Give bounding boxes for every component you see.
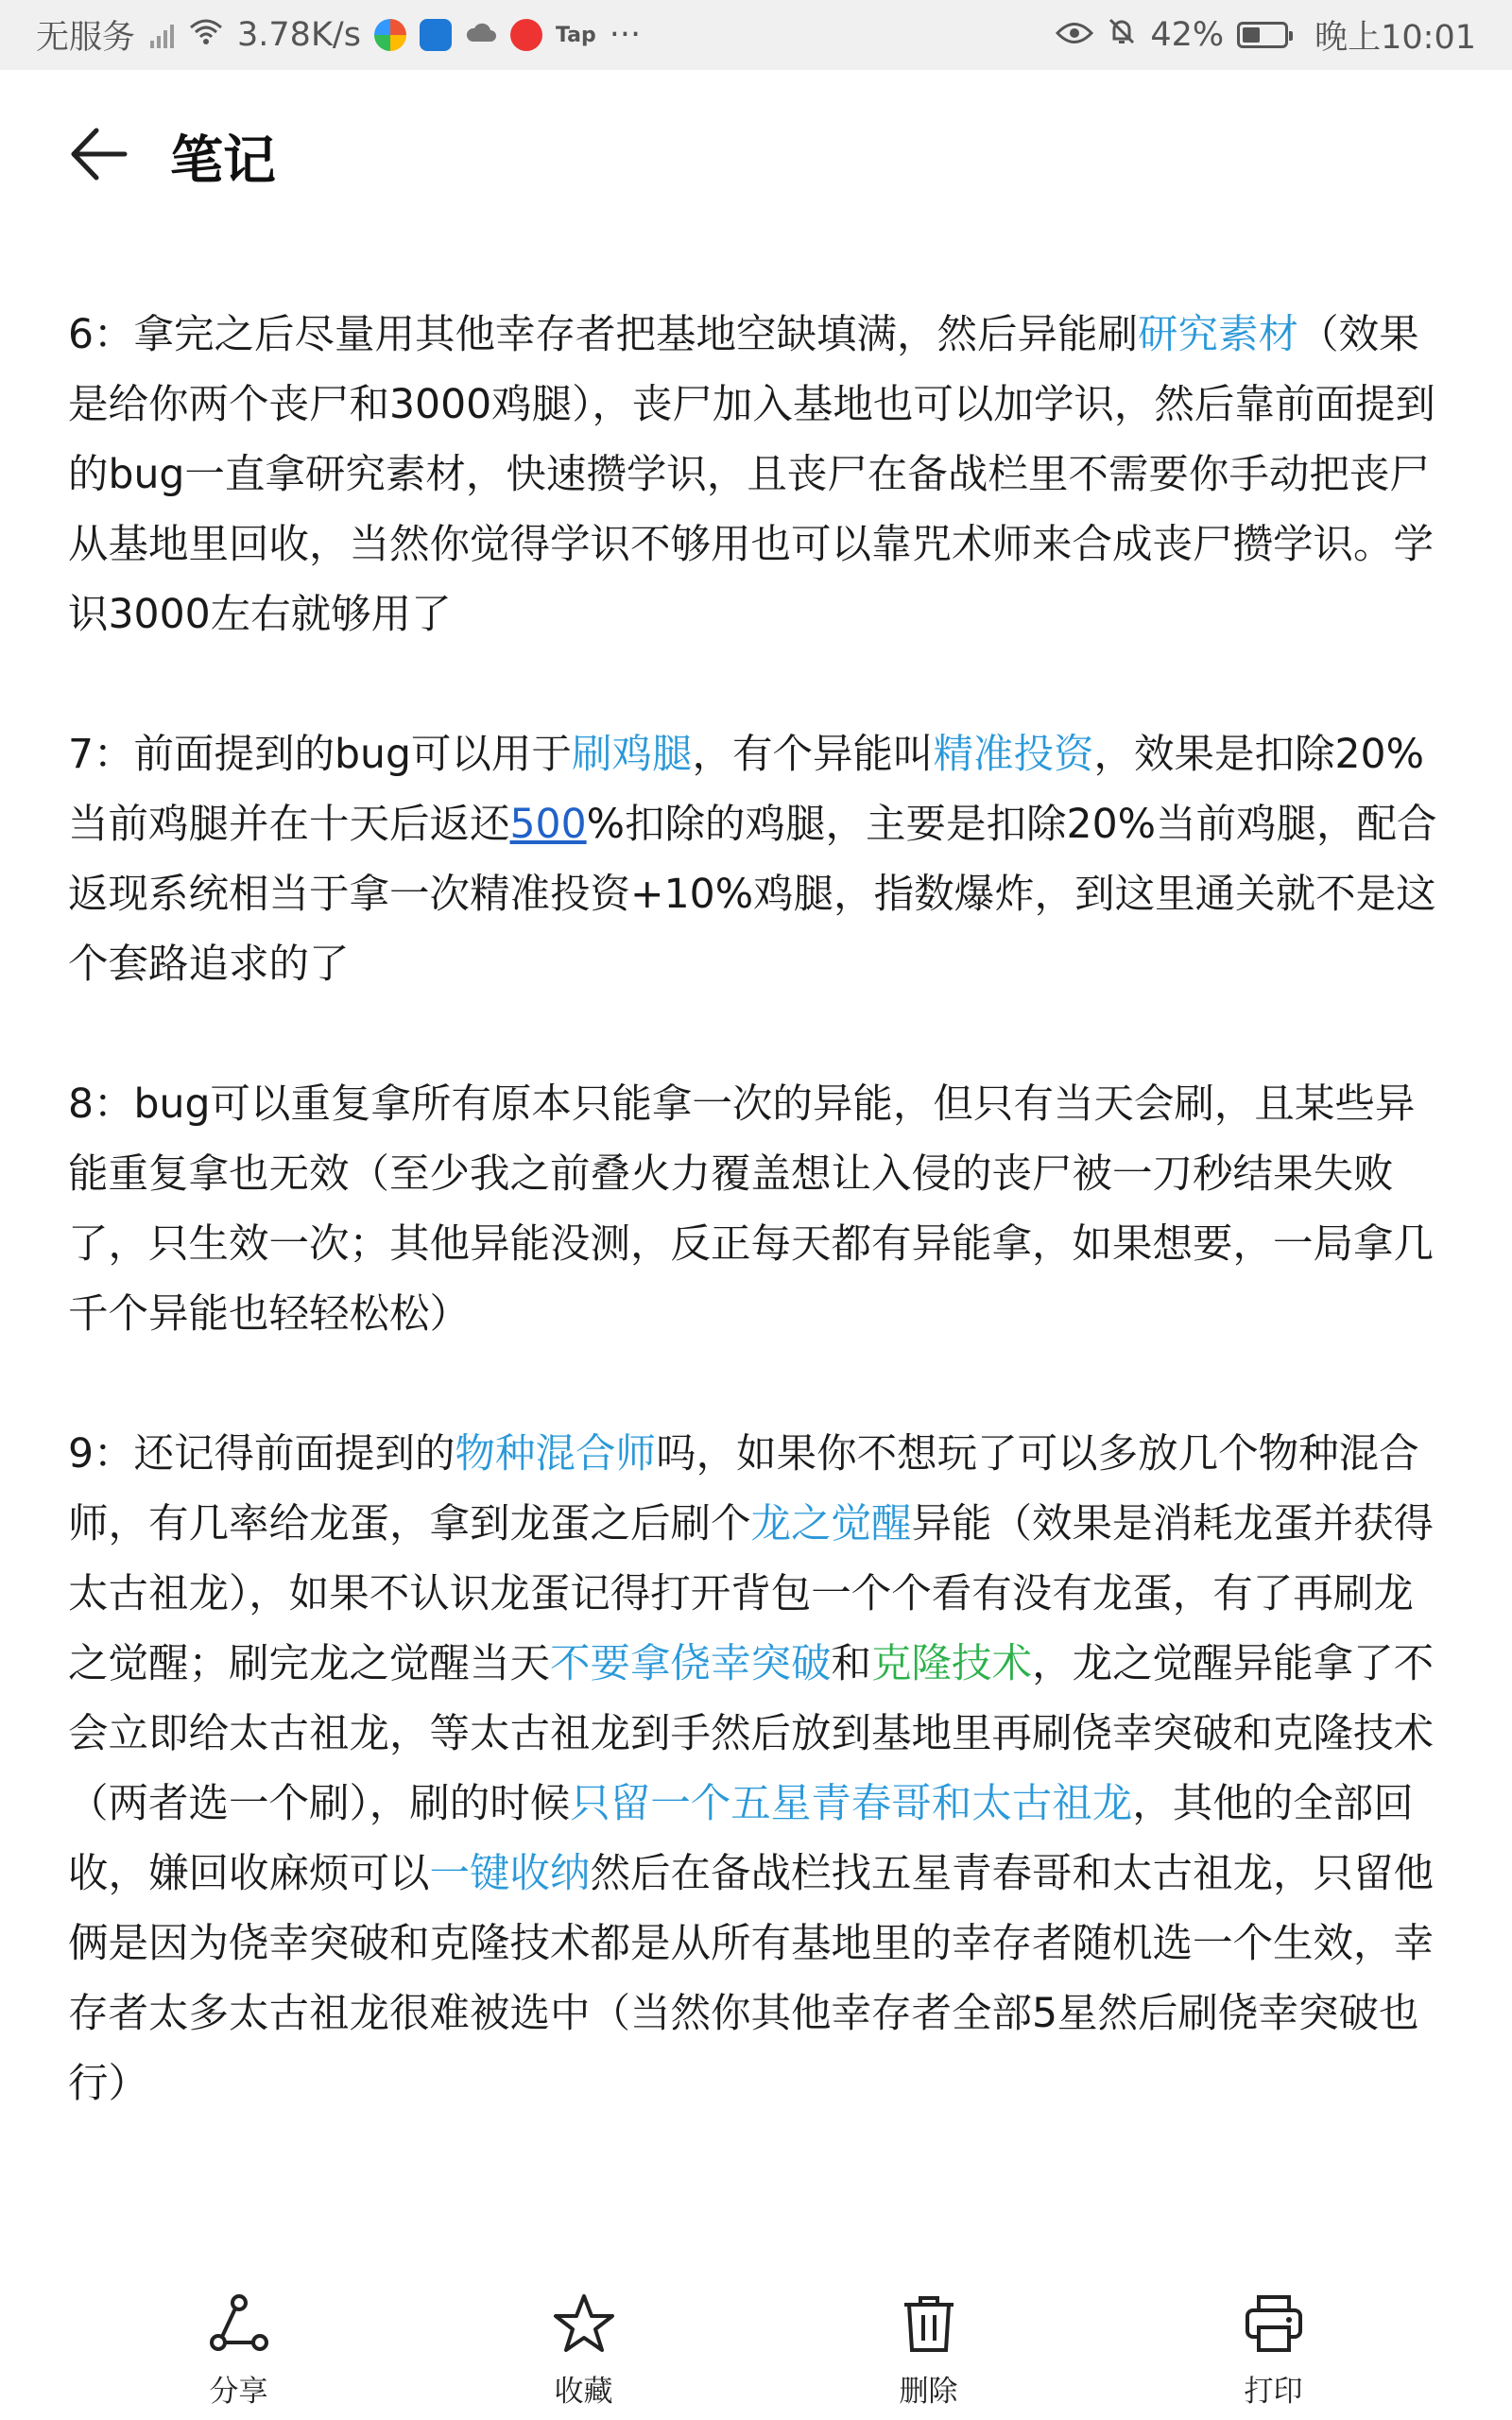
highlighted-text: 只留一个五星青春哥和太古祖龙 xyxy=(570,1781,1133,1827)
note-text: ，其他的全部回收，嫌回收麻烦可以 xyxy=(68,1781,1414,1897)
note-paragraph xyxy=(68,720,1448,1000)
status-bar xyxy=(0,0,1512,70)
bell-muted-icon xyxy=(1107,16,1137,55)
netease-music-icon xyxy=(510,19,542,51)
note-text: 8：bug可以重复拿所有原本只能拿一次的异能，但只有当天会刷，且某些异能重复拿也无效（至少我之前叠火力覆盖想让入侵的丧尸被一刀秒结果失败了，只生效一次；其他异能没测，反正每天都有异能拿，如果想要，一局拿几千个异能也轻轻松松） xyxy=(68,1081,1435,1338)
tap-app-label: Tap xyxy=(555,23,596,47)
note-text: %扣除的鸡腿，主要是扣除20%当前鸡腿，配合返现系统相当于拿一次精准投资+10%鸡腿，指数爆炸，到这里通关就不是这个套路追求的了 xyxy=(68,802,1437,988)
back-arrow-icon xyxy=(66,121,132,187)
note-text: 异能（效果是消耗龙蛋并获得太古祖龙），如果不认识龙蛋记得打开背包一个个看有没有龙蛋，有了再刷龙之觉醒；刷完龙之觉醒当天 xyxy=(68,1501,1435,1687)
note-text: 吗，如果你不想玩了可以多放几个物种混合师，有几率给龙蛋，拿到龙蛋之后刷个 xyxy=(68,1431,1419,1547)
note-text: 6：拿完之后尽量用其他幸存者把基地空缺填满，然后异能刷 xyxy=(68,312,1139,358)
favorite-label: 收藏 xyxy=(554,2375,613,2409)
delete-label: 删除 xyxy=(899,2375,958,2409)
number-link[interactable]: 500 xyxy=(509,802,587,848)
note-paragraph xyxy=(68,1070,1448,1350)
battery-icon xyxy=(1237,22,1288,48)
back-button[interactable] xyxy=(66,121,132,187)
print-label: 打印 xyxy=(1244,2375,1303,2409)
note-text: 然后在备战栏找五星青春哥和太古祖龙，只留他俩是因为侥幸突破和克隆技术都是从所有基地里的幸存者随机选一个生效，幸存者太多太古祖龙很难被选中（当然你其他幸存者全部5星然后刷侥幸突破也行） xyxy=(68,1851,1435,2107)
note-text: 7：前面提到的bug可以用于 xyxy=(68,732,572,778)
highlighted-text: 研究素材 xyxy=(1138,312,1299,358)
page-title: 笔记 xyxy=(170,130,276,192)
delete-button[interactable] xyxy=(756,2291,1101,2410)
share-label: 分享 xyxy=(209,2375,268,2409)
eye-icon xyxy=(1056,16,1093,54)
note-content[interactable] xyxy=(68,301,1448,2189)
carrier-text: 无服务 xyxy=(36,19,136,57)
note-text: （效果是给你两个丧尸和3000鸡腿），丧尸加入基地也可以加学识，然后靠前面提到的bug一直拿研究素材，快速攒学识，且丧尸在备战栏里不需要你手动把丧尸从基地里回收，当然你觉得学识不够用也可以靠咒术师来合成丧尸攒学识。学识3000左右就够用了 xyxy=(68,312,1435,638)
star-icon xyxy=(552,2291,616,2356)
highlighted-text: 物种混合师 xyxy=(455,1431,657,1478)
more-notifications-icon: ··· xyxy=(609,16,642,54)
signal-icon xyxy=(148,21,175,49)
note-paragraph xyxy=(68,301,1448,650)
bottom-toolbar xyxy=(0,2269,1512,2420)
app-bar xyxy=(0,70,1512,231)
app-notification-icon xyxy=(374,19,406,51)
printer-icon xyxy=(1242,2291,1306,2356)
network-speed: 3.78K/s xyxy=(237,16,361,54)
share-icon xyxy=(207,2291,271,2356)
battery-percent: 42% xyxy=(1150,16,1225,54)
highlighted-text: 龙之觉醒 xyxy=(750,1501,912,1547)
note-paragraph xyxy=(68,1420,1448,2119)
cloud-icon xyxy=(465,16,497,54)
highlighted-text: 刷鸡腿 xyxy=(571,732,693,778)
shield-app-icon xyxy=(420,19,452,51)
highlighted-text: 克隆技术 xyxy=(871,1641,1033,1687)
favorite-button[interactable] xyxy=(411,2291,756,2410)
trash-icon xyxy=(897,2291,961,2356)
wifi-icon xyxy=(188,16,224,54)
note-text: 和 xyxy=(831,1641,872,1687)
print-button[interactable] xyxy=(1101,2291,1446,2410)
highlighted-text: 一键收纳 xyxy=(429,1851,591,1897)
note-text: 9：还记得前面提到的 xyxy=(68,1431,455,1478)
clock-time: 晚上10:01 xyxy=(1314,19,1476,57)
highlighted-text: 精准投资 xyxy=(933,732,1094,778)
highlighted-text: 不要拿侥幸突破 xyxy=(550,1641,832,1687)
note-text: ，效果是扣除20%当前鸡腿并在十天后返还 xyxy=(68,732,1424,848)
note-text: ，龙之觉醒异能拿了不会立即给太古祖龙，等太古祖龙到手然后放到基地里再刷侥幸突破和克隆技术（两者选一个刷），刷的时候 xyxy=(68,1641,1435,1827)
share-button[interactable] xyxy=(66,2291,411,2410)
note-text: ，有个异能叫 xyxy=(692,732,934,778)
